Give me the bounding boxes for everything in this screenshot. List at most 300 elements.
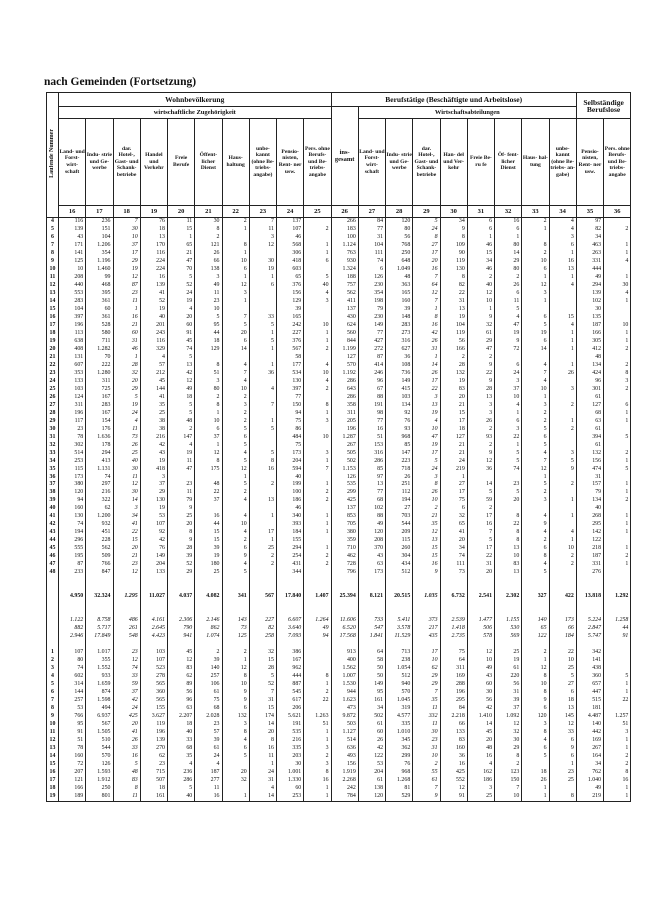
table-cell: 47 bbox=[467, 346, 494, 354]
table-cell: 2 bbox=[467, 354, 494, 362]
table-cell: 122 bbox=[358, 753, 385, 761]
table-row bbox=[47, 545, 631, 553]
table-cell: 14 bbox=[413, 362, 440, 370]
table-cell: 63 bbox=[576, 418, 603, 426]
table-cell: 3 bbox=[549, 450, 576, 458]
table-cell: 68 bbox=[168, 745, 195, 753]
table-cell bbox=[549, 298, 576, 306]
table-cell: 41 bbox=[140, 394, 167, 402]
table-cell: 18 bbox=[168, 721, 195, 729]
table-cell: 35 bbox=[140, 402, 167, 410]
table-cell bbox=[168, 601, 195, 609]
table-cell: 331 bbox=[576, 561, 603, 569]
table-cell bbox=[277, 609, 304, 617]
table-cell: 49 bbox=[576, 785, 603, 793]
table-cell: 570 bbox=[331, 362, 358, 370]
table-cell: 270 bbox=[140, 745, 167, 753]
table-cell: 2 bbox=[222, 649, 249, 657]
table-cell: 353 bbox=[59, 370, 86, 378]
table-cell: 91 bbox=[604, 633, 631, 641]
table-cell: 319 bbox=[386, 705, 413, 713]
table-cell: 15 bbox=[467, 250, 494, 258]
table-cell bbox=[86, 585, 113, 593]
table-cell: 17 bbox=[440, 489, 467, 497]
table-cell: 165 bbox=[386, 290, 413, 298]
table-row bbox=[47, 298, 631, 306]
table-cell: 96 bbox=[168, 697, 195, 705]
table-cell: 11 bbox=[168, 218, 195, 226]
table-cell: 10 bbox=[195, 306, 222, 314]
table-cell: 31 bbox=[440, 298, 467, 306]
table-cell: 2.268 bbox=[331, 777, 358, 785]
table-cell: 5 bbox=[604, 673, 631, 681]
table-cell: 107 bbox=[140, 657, 167, 665]
table-cell: 431 bbox=[277, 561, 304, 569]
col-number-21: 21 bbox=[195, 206, 222, 218]
table-cell: 463 bbox=[576, 242, 603, 250]
table-cell bbox=[249, 410, 276, 418]
table-cell: 67 bbox=[358, 386, 385, 394]
table-cell: 13 bbox=[168, 362, 195, 370]
table-cell: 61 bbox=[358, 777, 385, 785]
table-cell: 38 bbox=[140, 418, 167, 426]
table-cell: 4.577 bbox=[386, 713, 413, 721]
table-cell: 7.093 bbox=[277, 633, 304, 641]
table-cell: 373 bbox=[413, 617, 440, 625]
table-cell: 16 bbox=[113, 314, 140, 322]
table-cell: 22 bbox=[467, 370, 494, 378]
table-cell: 4 bbox=[140, 354, 167, 362]
table-cell: 242 bbox=[331, 785, 358, 793]
table-cell: 2 bbox=[222, 537, 249, 545]
row-number: 42 bbox=[47, 521, 59, 529]
table-cell bbox=[86, 601, 113, 609]
table-cell: 1.841 bbox=[358, 633, 385, 641]
table-cell bbox=[522, 234, 549, 242]
table-cell: 22 bbox=[549, 649, 576, 657]
table-cell: 5.747 bbox=[576, 633, 603, 641]
table-cell: 120 bbox=[522, 713, 549, 721]
table-cell: 13 bbox=[140, 234, 167, 242]
table-cell: 6 bbox=[222, 338, 249, 346]
table-cell bbox=[495, 505, 522, 513]
table-cell: 75 bbox=[277, 418, 304, 426]
table-cell: 1 bbox=[249, 330, 276, 338]
table-cell: 216 bbox=[140, 434, 167, 442]
table-cell: 530 bbox=[495, 625, 522, 633]
table-cell: 1 bbox=[549, 274, 576, 282]
table-cell: 1 bbox=[604, 250, 631, 258]
table-cell: 257 bbox=[195, 673, 222, 681]
table-row bbox=[47, 673, 631, 681]
table-cell bbox=[440, 601, 467, 609]
table-cell bbox=[59, 577, 86, 585]
table-cell: 6 bbox=[249, 282, 276, 290]
table-row bbox=[47, 402, 631, 410]
table-cell bbox=[604, 601, 631, 609]
table-cell: 331 bbox=[576, 258, 603, 266]
table-cell: 962 bbox=[277, 665, 304, 673]
table-cell: 132 bbox=[576, 450, 603, 458]
table-cell: 48 bbox=[467, 745, 494, 753]
table-cell: 56 bbox=[495, 681, 522, 689]
table-cell: 4 bbox=[522, 378, 549, 386]
table-cell: 8 bbox=[440, 234, 467, 242]
table-cell bbox=[140, 585, 167, 593]
table-cell: 209 bbox=[386, 529, 413, 537]
table-cell: 393 bbox=[277, 521, 304, 529]
table-cell: 26 bbox=[386, 474, 413, 482]
table-row bbox=[47, 609, 631, 617]
table-cell bbox=[413, 601, 440, 609]
table-cell: 2 bbox=[195, 234, 222, 242]
table-cell: 138 bbox=[195, 266, 222, 274]
table-cell: 12 bbox=[522, 466, 549, 474]
table-cell bbox=[86, 577, 113, 585]
table-cell: 134 bbox=[576, 362, 603, 370]
table-cell: 6 bbox=[522, 745, 549, 753]
table-cell: 121 bbox=[195, 242, 222, 250]
col-number-25: 25 bbox=[304, 206, 331, 218]
table-cell: 1 bbox=[549, 537, 576, 545]
table-cell: 173 bbox=[358, 569, 385, 577]
table-cell: 2 bbox=[413, 761, 440, 769]
table-cell: 6 bbox=[495, 226, 522, 234]
table-cell: 7 bbox=[413, 785, 440, 793]
table-cell: 18 bbox=[168, 394, 195, 402]
table-cell: 1 bbox=[249, 346, 276, 354]
table-cell: 4 bbox=[195, 761, 222, 769]
table-cell: 648 bbox=[386, 258, 413, 266]
table-cell bbox=[522, 306, 549, 314]
table-cell bbox=[304, 234, 331, 242]
table-cell: 14 bbox=[113, 497, 140, 505]
table-cell bbox=[576, 577, 603, 585]
table-cell bbox=[249, 354, 276, 362]
table-cell: 1.054 bbox=[386, 665, 413, 673]
table-cell: 53 bbox=[140, 513, 167, 521]
table-cell: 49 bbox=[358, 521, 385, 529]
table-cell bbox=[331, 585, 358, 593]
table-cell: 43 bbox=[467, 673, 494, 681]
table-cell: 1 bbox=[604, 338, 631, 346]
table-cell: 95 bbox=[195, 322, 222, 330]
table-row bbox=[47, 601, 631, 609]
table-cell: 544 bbox=[86, 745, 113, 753]
col-header-34: unbe- kannt (ohne Be- triebs- an- gabe) bbox=[549, 119, 576, 206]
table-cell: 567 bbox=[249, 593, 276, 601]
table-cell: 1 bbox=[304, 529, 331, 537]
table-row bbox=[47, 689, 631, 697]
table-cell: 224 bbox=[140, 258, 167, 266]
table-row bbox=[47, 729, 631, 737]
table-cell: 11.606 bbox=[331, 617, 358, 625]
table-cell: 22 bbox=[495, 521, 522, 529]
table-cell: 762 bbox=[576, 769, 603, 777]
table-cell: 13.818 bbox=[576, 593, 603, 601]
table-cell: 8 bbox=[522, 673, 549, 681]
table-cell: 45 bbox=[168, 649, 195, 657]
table-cell: 503 bbox=[331, 721, 358, 729]
table-cell: 5 bbox=[222, 753, 249, 761]
table-cell: 12 bbox=[195, 450, 222, 458]
col-number-31: 31 bbox=[467, 206, 494, 218]
table-cell bbox=[195, 505, 222, 513]
table-cell bbox=[222, 505, 249, 513]
col-header-24: Pensio- nisten, Rent- ner usw. bbox=[277, 119, 304, 206]
table-cell: 2 bbox=[304, 689, 331, 697]
table-cell: 68 bbox=[358, 497, 385, 505]
table-cell: 43 bbox=[59, 234, 86, 242]
table-cell: 65 bbox=[277, 274, 304, 282]
table-cell: 87 bbox=[358, 354, 385, 362]
table-cell: 32 bbox=[440, 513, 467, 521]
table-cell: 59 bbox=[113, 681, 140, 689]
table-cell: 187 bbox=[576, 553, 603, 561]
table-cell: 5 bbox=[249, 338, 276, 346]
table-cell: 295 bbox=[440, 697, 467, 705]
table-cell: 145 bbox=[549, 713, 576, 721]
table-cell: 2.146 bbox=[195, 617, 222, 625]
table-cell: 1 bbox=[222, 274, 249, 282]
table-cell: 4 bbox=[604, 258, 631, 266]
table-cell: 82 bbox=[576, 226, 603, 234]
table-cell: 127 bbox=[576, 402, 603, 410]
row-number bbox=[47, 601, 59, 609]
table-cell: 53 bbox=[59, 705, 86, 713]
table-cell: 48 bbox=[195, 481, 222, 489]
table-cell: 380 bbox=[331, 529, 358, 537]
table-cell: 2 bbox=[304, 553, 331, 561]
table-cell: 115 bbox=[386, 537, 413, 545]
table-cell: 22 bbox=[495, 434, 522, 442]
table-cell: 6 bbox=[467, 218, 494, 226]
table-cell: 1 bbox=[604, 513, 631, 521]
table-cell: 8 bbox=[522, 553, 549, 561]
table-cell: 2.541 bbox=[467, 593, 494, 601]
table-cell bbox=[168, 609, 195, 617]
statistics-table bbox=[46, 92, 631, 802]
table-cell: 25 bbox=[495, 649, 522, 657]
table-cell: 120 bbox=[358, 793, 385, 801]
table-cell bbox=[222, 785, 249, 793]
table-cell: 11 bbox=[249, 753, 276, 761]
table-cell bbox=[304, 426, 331, 434]
col-number-19: 19 bbox=[140, 206, 167, 218]
table-cell: 44 bbox=[195, 521, 222, 529]
table-cell: 10 bbox=[304, 370, 331, 378]
table-cell: 173 bbox=[59, 474, 86, 482]
table-row bbox=[47, 474, 631, 482]
table-cell: 224 bbox=[140, 266, 167, 274]
table-cell: 1 bbox=[604, 793, 631, 801]
table-cell: 3 bbox=[549, 234, 576, 242]
table-cell: 33 bbox=[113, 673, 140, 681]
table-cell: 4 bbox=[222, 450, 249, 458]
table-cell: 636 bbox=[331, 745, 358, 753]
table-cell: 5 bbox=[168, 274, 195, 282]
table-cell: 157 bbox=[576, 481, 603, 489]
table-cell: 222 bbox=[86, 362, 113, 370]
table-cell: 968 bbox=[386, 769, 413, 777]
table-cell: 33 bbox=[113, 745, 140, 753]
table-cell: 5.621 bbox=[277, 713, 304, 721]
table-row bbox=[47, 250, 631, 258]
table-cell: 80 bbox=[195, 386, 222, 394]
table-cell: 95 bbox=[358, 689, 385, 697]
table-cell: 73 bbox=[113, 434, 140, 442]
table-cell: 442 bbox=[576, 729, 603, 737]
table-cell: 4 bbox=[222, 529, 249, 537]
table-row bbox=[47, 386, 631, 394]
table-cell: 341 bbox=[222, 593, 249, 601]
table-cell: 139 bbox=[140, 282, 167, 290]
table-cell: 26 bbox=[467, 418, 494, 426]
table-cell bbox=[604, 705, 631, 713]
table-cell: 370 bbox=[358, 545, 385, 553]
table-cell bbox=[522, 354, 549, 362]
table-cell: 28 bbox=[467, 386, 494, 394]
table-cell: 2 bbox=[195, 394, 222, 402]
table-cell: 19 bbox=[440, 378, 467, 386]
table-cell: 594 bbox=[277, 466, 304, 474]
table-cell: 39 bbox=[386, 306, 413, 314]
table-cell: 10 bbox=[304, 322, 331, 330]
table-cell: 862 bbox=[195, 625, 222, 633]
table-cell: 27 bbox=[549, 681, 576, 689]
table-cell: 272 bbox=[358, 346, 385, 354]
table-cell: 137 bbox=[331, 505, 358, 513]
table-cell: 155 bbox=[277, 537, 304, 545]
table-cell: 122 bbox=[522, 633, 549, 641]
table-cell: 1 bbox=[113, 306, 140, 314]
table-cell bbox=[304, 218, 331, 226]
table-cell: 1 bbox=[549, 497, 576, 505]
table-cell: 24 bbox=[440, 458, 467, 466]
table-cell: 45 bbox=[140, 378, 167, 386]
table-cell bbox=[249, 434, 276, 442]
table-cell: 16 bbox=[440, 761, 467, 769]
table-cell: 10 bbox=[495, 553, 522, 561]
table-cell: 8 bbox=[522, 242, 549, 250]
table-cell: 1 bbox=[249, 362, 276, 370]
table-cell bbox=[604, 537, 631, 545]
table-cell: 1.001 bbox=[277, 769, 304, 777]
table-cell bbox=[358, 641, 385, 649]
table-cell: 65 bbox=[440, 521, 467, 529]
table-cell bbox=[331, 577, 358, 585]
table-cell: 7 bbox=[495, 785, 522, 793]
table-cell: 60 bbox=[467, 681, 494, 689]
table-cell: 91 bbox=[59, 729, 86, 737]
table-cell bbox=[168, 641, 195, 649]
table-cell: 2 bbox=[604, 450, 631, 458]
table-cell: 6.937 bbox=[86, 713, 113, 721]
table-cell: 10 bbox=[467, 298, 494, 306]
table-cell: 23 bbox=[168, 481, 195, 489]
table-cell: 30 bbox=[113, 489, 140, 497]
table-row bbox=[47, 529, 631, 537]
table-row bbox=[47, 354, 631, 362]
row-number bbox=[47, 577, 59, 585]
table-cell: 6 bbox=[222, 705, 249, 713]
table-cell: 137 bbox=[277, 218, 304, 226]
table-cell: 149 bbox=[140, 553, 167, 561]
table-cell: 3 bbox=[195, 274, 222, 282]
table-cell: 6 bbox=[522, 705, 549, 713]
table-cell: 116 bbox=[140, 250, 167, 258]
table-cell: 34 bbox=[358, 705, 385, 713]
table-cell: 8 bbox=[522, 689, 549, 697]
row-number: 18 bbox=[47, 330, 59, 338]
table-cell bbox=[604, 354, 631, 362]
table-cell: 553 bbox=[59, 290, 86, 298]
row-number: 4 bbox=[47, 673, 59, 681]
table-cell: 102 bbox=[576, 298, 603, 306]
table-cell: 49 bbox=[168, 386, 195, 394]
table-cell: 9 bbox=[549, 745, 576, 753]
table-cell bbox=[440, 609, 467, 617]
table-cell: 26 bbox=[358, 737, 385, 745]
table-cell: 32 bbox=[222, 777, 249, 785]
table-cell: 5 bbox=[222, 442, 249, 450]
table-cell: 31 bbox=[249, 777, 276, 785]
table-cell: 18 bbox=[440, 426, 467, 434]
table-cell: 13 bbox=[413, 537, 440, 545]
table-cell: 2 bbox=[222, 489, 249, 497]
table-cell: 2.847 bbox=[576, 625, 603, 633]
col-header-27: Land- und Forst- wirt- schaft bbox=[358, 119, 385, 206]
table-cell: 703 bbox=[386, 513, 413, 521]
table-cell: 26 bbox=[413, 370, 440, 378]
table-cell bbox=[249, 489, 276, 497]
table-cell: 39 bbox=[195, 737, 222, 745]
table-cell: 2 bbox=[440, 354, 467, 362]
table-cell: 1.593 bbox=[86, 769, 113, 777]
table-cell: 134 bbox=[576, 497, 603, 505]
table-cell bbox=[467, 474, 494, 482]
table-cell: 1 bbox=[522, 274, 549, 282]
table-row bbox=[47, 290, 631, 298]
table-cell: 2 bbox=[467, 274, 494, 282]
table-cell: 20 bbox=[440, 537, 467, 545]
table-cell: 78 bbox=[59, 745, 86, 753]
table-cell: 408 bbox=[59, 346, 86, 354]
table-cell: 74 bbox=[358, 258, 385, 266]
table-cell: 4 bbox=[522, 450, 549, 458]
table-cell: 1.292 bbox=[604, 593, 631, 601]
table-cell: 422 bbox=[549, 593, 576, 601]
page-title: nach Gemeinden (Fortsetzung) bbox=[44, 76, 197, 88]
table-cell: 16 bbox=[304, 777, 331, 785]
table-cell: 3 bbox=[304, 745, 331, 753]
table-cell: 126 bbox=[331, 474, 358, 482]
table-cell: 968 bbox=[386, 434, 413, 442]
table-cell: 1 bbox=[549, 338, 576, 346]
table-cell: 2 bbox=[249, 553, 276, 561]
table-cell bbox=[86, 641, 113, 649]
table-cell: 853 bbox=[331, 513, 358, 521]
table-row bbox=[47, 314, 631, 322]
table-cell: 47 bbox=[413, 434, 440, 442]
table-cell: 206 bbox=[277, 705, 304, 713]
table-cell: 103 bbox=[59, 386, 86, 394]
table-cell bbox=[304, 474, 331, 482]
table-cell: 26 bbox=[195, 250, 222, 258]
table-cell bbox=[413, 577, 440, 585]
table-cell: 94 bbox=[59, 497, 86, 505]
table-cell bbox=[549, 577, 576, 585]
